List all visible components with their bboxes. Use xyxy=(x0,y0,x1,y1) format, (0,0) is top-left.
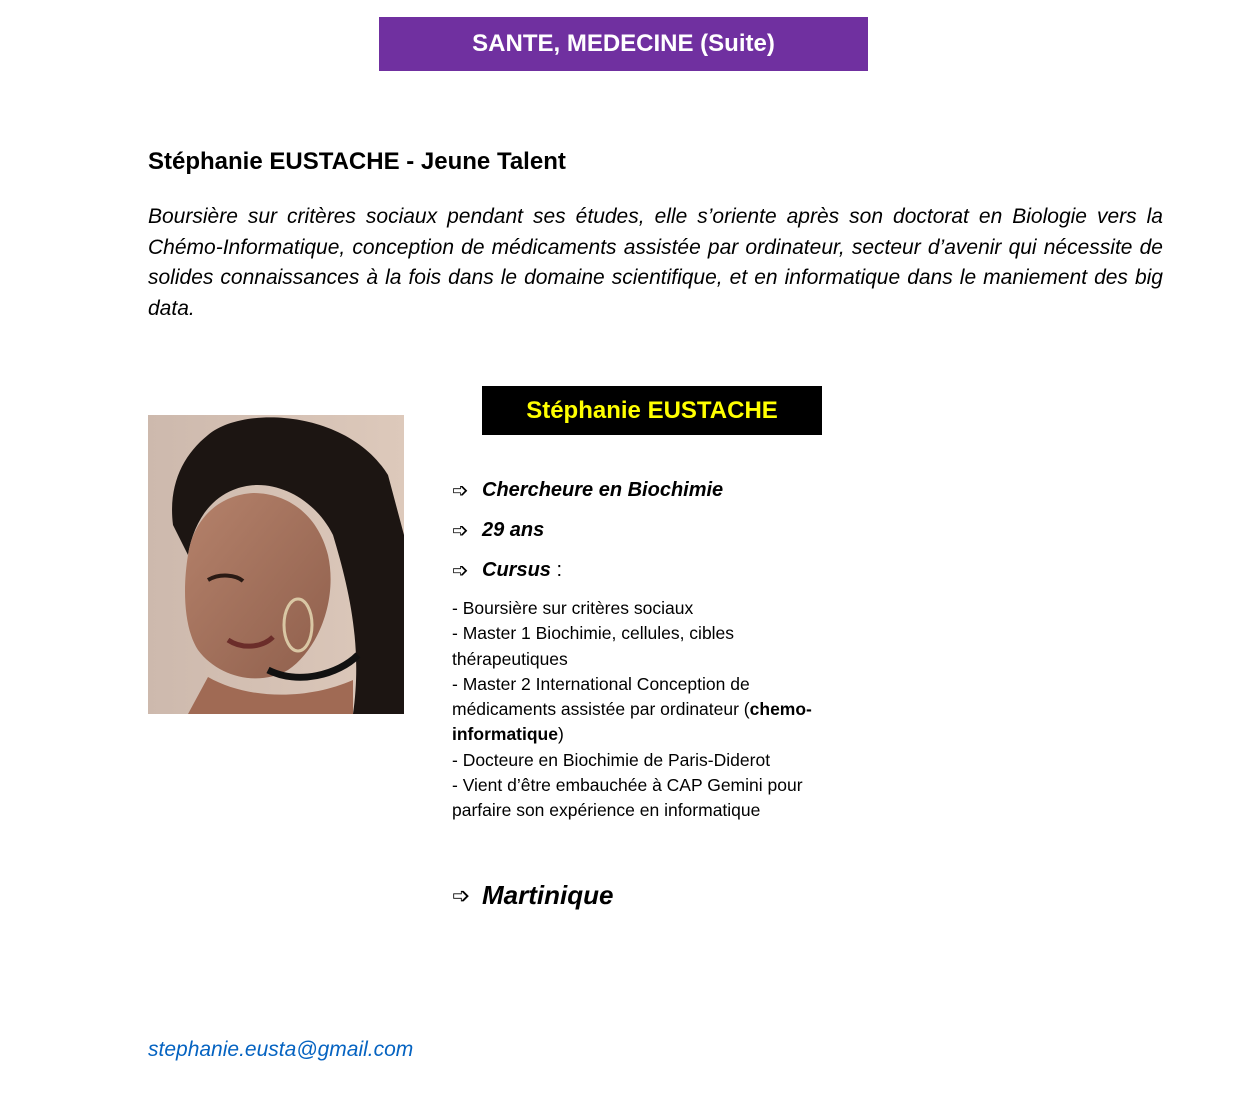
name-box xyxy=(482,386,822,435)
age: 29 ans xyxy=(482,518,545,541)
email-link[interactable]: stephanie.eusta@gmail.com xyxy=(148,1038,414,1061)
hollow-arrow-right-icon: ➩ xyxy=(452,519,469,542)
profile-intro: Boursière sur critères sociaux pendant ses études, elle s’oriente après son doctorat en Biologie vers la Chémo-Informatique, conception de médicaments assistée par ordinateur, secteur d’avenir qui nécessite de solides connaissances à la fois dans le domaine scientifique, et en informatique dans le maniement des big data. xyxy=(148,205,1163,320)
hollow-arrow-right-icon: ➩ xyxy=(452,559,469,582)
hollow-arrow-right-icon: ➩ xyxy=(452,479,469,502)
region-name: Martinique xyxy=(482,880,614,910)
cursus-bold-term: chemo- xyxy=(749,699,812,720)
hollow-arrow-right-icon: ➩ xyxy=(452,882,471,908)
cursus-item: - Boursière sur critères sociaux xyxy=(452,598,694,618)
fact-cursus xyxy=(452,550,723,590)
facts-list xyxy=(452,470,723,590)
section-title: SANTE, MEDECINE (Suite) xyxy=(472,30,775,57)
cursus-item: - Docteure en Biochimie de Paris-Diderot xyxy=(452,749,771,770)
job-title: Chercheure en Biochimie xyxy=(482,478,724,501)
cursus-bold-term: informatique xyxy=(452,724,558,745)
region xyxy=(452,880,613,911)
portrait-photo xyxy=(148,415,404,714)
profile-title: Stéphanie EUSTACHE - Jeune Talent xyxy=(148,148,566,175)
cursus-list xyxy=(452,596,847,824)
cursus-item-continued xyxy=(452,722,847,747)
cursus-text: ) xyxy=(557,724,564,745)
fact-age xyxy=(452,510,723,550)
cursus-text: médicaments assistée par ordinateur ( xyxy=(452,699,750,720)
cursus-item-continued: parfaire son expérience en informatique xyxy=(452,800,761,821)
cursus-item: - Vient d’être embauchée à CAP Gemini pour xyxy=(452,775,803,796)
cursus-colon: : xyxy=(550,558,563,581)
section-title-banner xyxy=(379,17,868,71)
cursus-item: - Master 2 International Conception de xyxy=(452,673,750,694)
cursus-label: Cursus xyxy=(482,558,551,581)
cursus-item-continued: thérapeutiques xyxy=(452,648,568,669)
cursus-item-continued xyxy=(452,697,847,722)
fact-job xyxy=(452,470,723,510)
person-name: Stéphanie EUSTACHE xyxy=(526,396,778,424)
cursus-item: - Master 1 Biochimie, cellules, cibles xyxy=(452,623,735,644)
